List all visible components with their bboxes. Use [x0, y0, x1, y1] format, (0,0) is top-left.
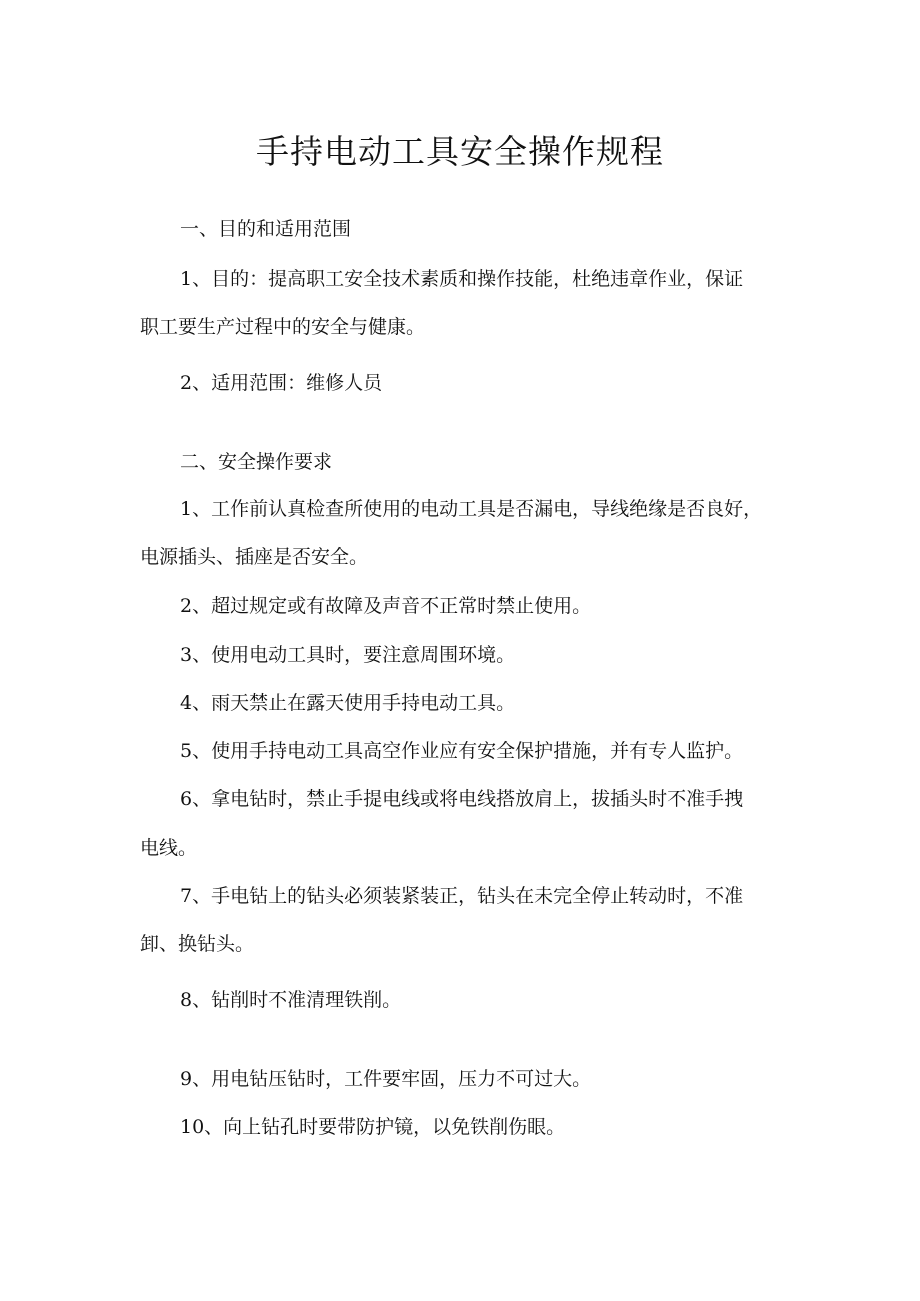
- section2-item5: 5、使用手持电动工具高空作业应有安全保护措施，并有专人监护。: [180, 740, 744, 762]
- section2-item3: 3、使用电动工具时，要注意周围环境。: [180, 644, 516, 666]
- section1-item1-line1: 1、目的：提高职工安全技术素质和操作技能，杜绝违章作业，保证: [180, 268, 744, 290]
- section2-item9: 9、用电钻压钻时，工件要牢固，压力不可过大。: [180, 1068, 592, 1090]
- section1-item2: 2、适用范围：维修人员: [180, 372, 383, 394]
- section2-item7-line2: 卸、换钻头。: [140, 933, 255, 955]
- page-title: 手持电动工具安全操作规程: [256, 132, 664, 171]
- section2-item1-line2: 电源插头、插座是否安全。: [140, 546, 369, 568]
- section2-item6-line1: 6、拿电钻时，禁止手提电线或将电线搭放肩上，拔插头时不准手拽: [180, 788, 744, 810]
- section2-item2: 2、超过规定或有故障及声音不正常时禁止使用。: [180, 595, 592, 617]
- section2-item7-line1: 7、手电钻上的钻头必须装紧装正，钻头在未完全停止转动时，不准: [180, 885, 744, 907]
- section1-item1-line2: 职工要生产过程中的安全与健康。: [140, 316, 426, 338]
- section2-item1-line1: 1、工作前认真检查所使用的电动工具是否漏电，导线绝缘是否良好，: [180, 498, 763, 520]
- section2-item10: 10、向上钻孔时要带防护镜，以免铁削伤眼。: [180, 1116, 566, 1138]
- section2-item8: 8、钻削时不准清理铁削。: [180, 989, 402, 1011]
- section2-item4: 4、雨天禁止在露天使用手持电动工具。: [180, 692, 516, 714]
- section-heading-safety-requirements: 二、安全操作要求: [180, 451, 333, 473]
- section2-item6-line2: 电线。: [140, 837, 198, 859]
- section-heading-purpose-scope: 一、目的和适用范围: [180, 218, 352, 240]
